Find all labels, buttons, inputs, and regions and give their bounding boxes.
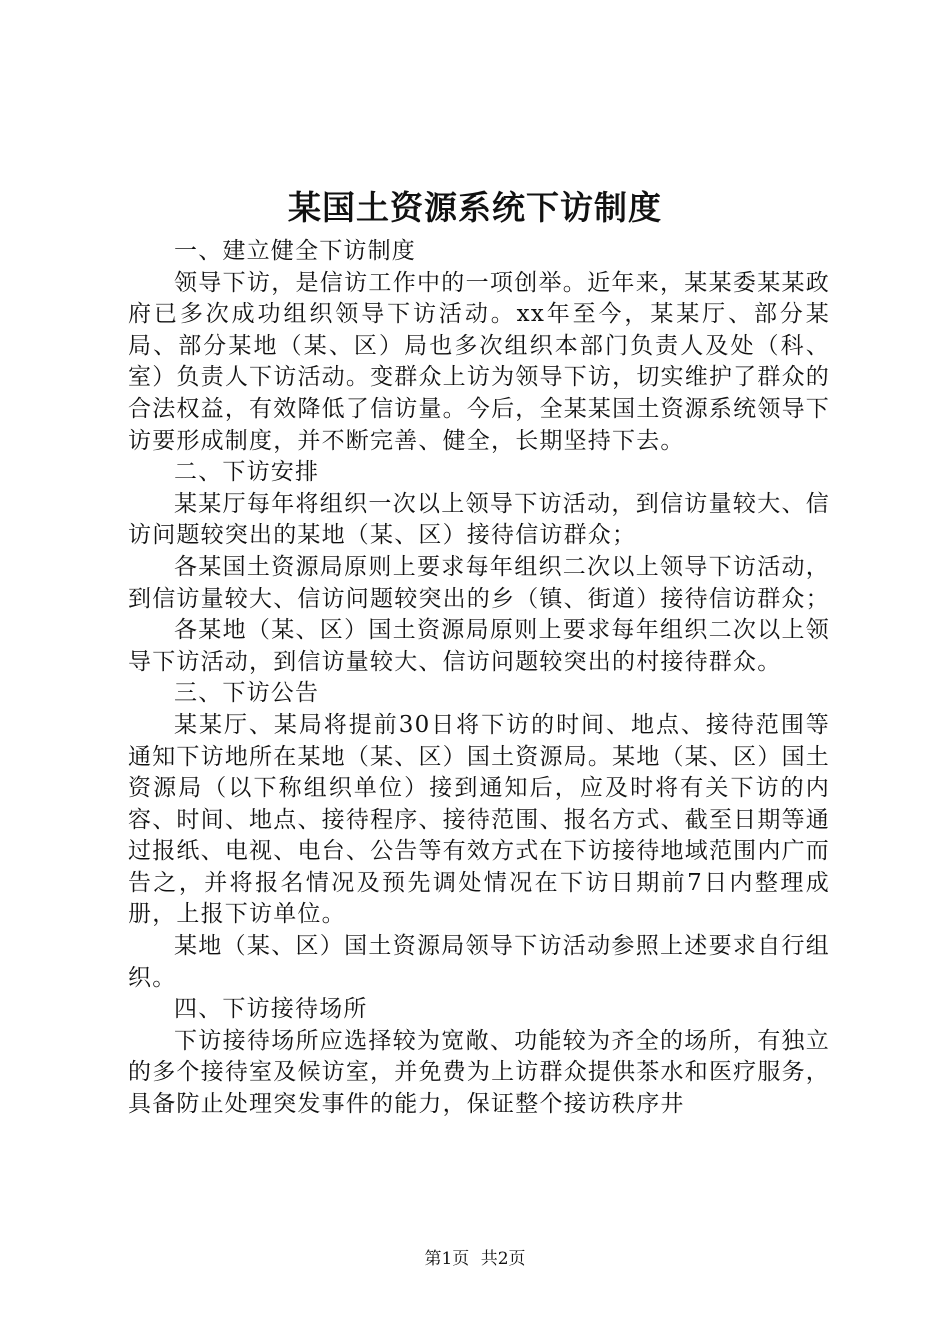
paragraph: 下访接待场所应选择较为宽敞、功能较为齐全的场所，有独立的多个接待室及候访室，并免费为上访群众提供茶水和医疗服务，具备防止处理突发事件的能力，保证整个接访秩序井: [128, 1027, 830, 1118]
document-body: [128, 236, 830, 1121]
section-heading-4: 四、下访接待场所: [174, 996, 368, 1023]
paragraph: 领导下访，是信访工作中的一项创举。近年来，某某委某某政府已多次成功组织领导下访活动。xx年至今，某某厅、部分某局、部分某地（某、区）局也多次组织本部门负责人及处（科、室）负责人下访活动。变群众上访为领导下访，切实维护了群众的合法权益，有效降低了信访量。今后，全某某国土资源系统领导下访要形成制度，并不断完善、健全，长期坚持下去。: [128, 269, 830, 454]
paragraph: 某某厅、某局将提前30日将下访的时间、地点、接待范围等通知下访地所在某地（某、区）国土资源局。某地（某、区）国土资源局（以下称组织单位）接到通知后，应及时将有关下访的内容、时间、地点、接待程序、接待范围、报名方式、截至日期等通过报纸、电视、电台、公告等有效方式在下访接待地域范围内广而告之，并将报名情况及预先调处情况在下访日期前7日内整理成册，上报下访单位。: [128, 711, 830, 928]
page-footer: [0, 1244, 950, 1269]
paragraph: 各某国土资源局原则上要求每年组织二次以上领导下访活动，到信访量较大、信访问题较突出的乡（镇、街道）接待信访群众；: [128, 553, 830, 612]
paragraph: 各某地（某、区）国土资源局原则上要求每年组织二次以上领导下访活动，到信访量较大、信访问题较突出的村接待群众。: [128, 617, 830, 675]
section-heading-2: 二、下访安排: [174, 459, 320, 486]
section-heading-3: 三、下访公告: [174, 680, 320, 707]
page-number: 第1页: [424, 1249, 470, 1269]
page-total: 共2页: [480, 1249, 526, 1269]
paragraph: 某地（某、区）国土资源局领导下访活动参照上述要求自行组织。: [128, 933, 830, 991]
paragraph: 某某厅每年将组织一次以上领导下访活动，到信访量较大、信访问题较突出的某地（某、区）接待信访群众；: [128, 490, 830, 549]
document-title: 某国土资源系统下访制度: [288, 188, 662, 227]
section-heading-1: 一、建立健全下访制度: [174, 238, 416, 264]
